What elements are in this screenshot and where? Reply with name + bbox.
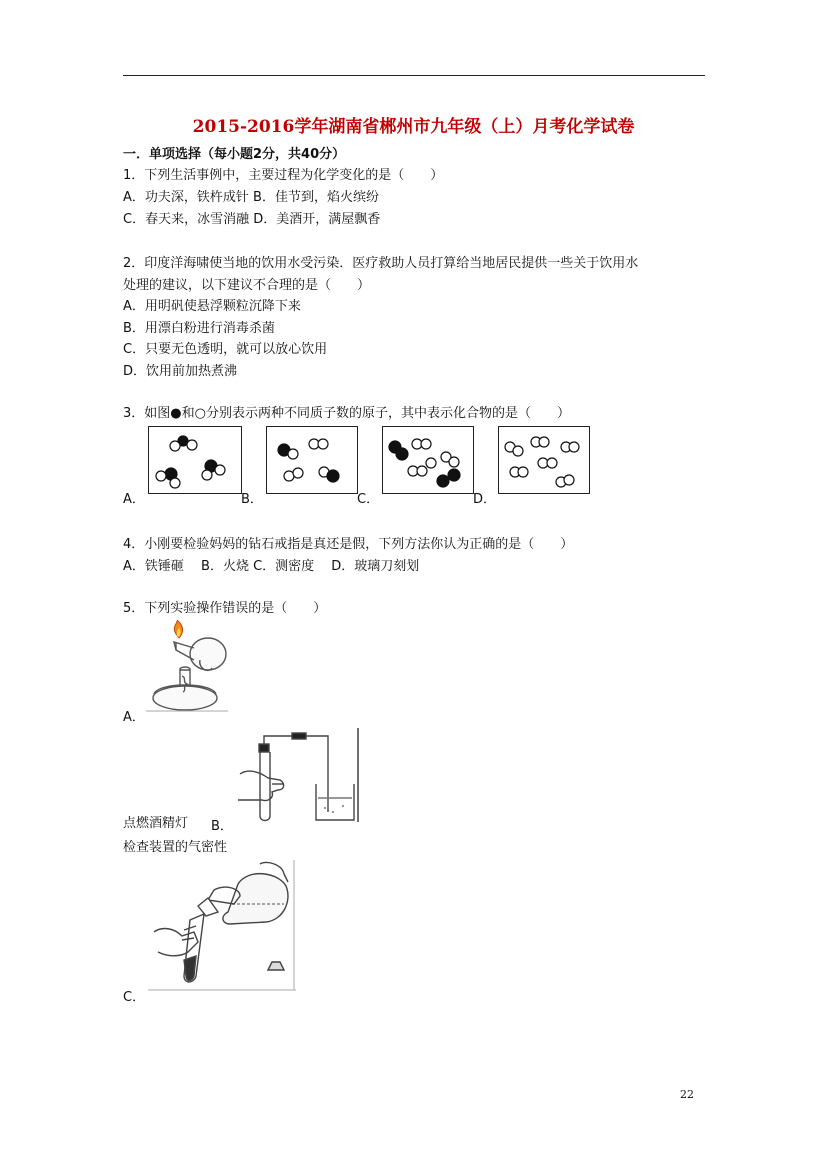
q2-option-b: B．用漂白粉进行消毒杀菌: [123, 321, 275, 336]
q5-stem: 5．下列实验操作错误的是（ ）: [123, 601, 327, 616]
q2-option-c: C．只要无色透明，就可以放心饮用: [123, 342, 328, 357]
q3-label-c: C．: [357, 492, 380, 507]
q3-label-d: D．: [473, 492, 497, 507]
q3-label-b: B．: [241, 492, 263, 507]
q5-label-c: C．: [123, 990, 146, 1005]
q3-molecule-diagram-d: [498, 426, 590, 494]
header-rule: [123, 75, 705, 76]
pouring-liquid-figure: [148, 860, 296, 992]
page-number: 22: [680, 1088, 694, 1101]
q2-stem-line1: 2．印度洋海啸使当地的饮用水受污染．医疗救助人员打算给当地居民提供一些关于饮用水: [123, 256, 639, 271]
q1-options-cd: C．春天来，冰雪消融 D．美酒开，满屋飘香: [123, 212, 381, 227]
q2-stem-line2: 处理的建议，以下建议不合理的是（ ）: [123, 278, 371, 293]
q1-options-ab: A．功夫深，铁杵成针 B．佳节到，焰火缤纷: [123, 190, 379, 205]
q3-label-a: A．: [123, 492, 145, 507]
q4-stem: 4．小刚要检验妈妈的钻石戒指是真还是假，下列方法你认为正确的是（ ）: [123, 537, 574, 552]
q3-molecule-diagram-c: [382, 426, 474, 494]
page-title: 2015-2016学年湖南省郴州市九年级（上）月考化学试卷: [192, 117, 635, 137]
q5-option-b-text: 检查装置的气密性: [123, 840, 228, 855]
q2-option-d: D．饮用前加热煮沸: [123, 364, 238, 379]
q3-stem: 3．如图●和○分别表示两种不同质子数的原子，其中表示化合物的是（ ）: [123, 406, 570, 421]
q3-molecule-diagram-a: [148, 426, 242, 494]
alcohol-lamp-figure: [146, 620, 228, 712]
airtightness-check-figure: [232, 728, 364, 822]
q5-label-a: A．: [123, 710, 145, 725]
q4-options: A．铁锤砸 B．火烧 C．测密度 D．玻璃刀刻划: [123, 559, 420, 574]
q1-stem: 1．下列生活事例中，主要过程为化学变化的是（ ）: [123, 168, 444, 183]
q2-option-a: A．用明矾使悬浮颗粒沉降下来: [123, 299, 301, 314]
q3-molecule-diagram-b: [266, 426, 358, 494]
q5-option-a-text: 点燃酒精灯: [123, 816, 189, 831]
q5-label-b: B．: [211, 819, 233, 834]
section-heading: 一．单项选择（每小题2分，共40分）: [123, 147, 346, 162]
